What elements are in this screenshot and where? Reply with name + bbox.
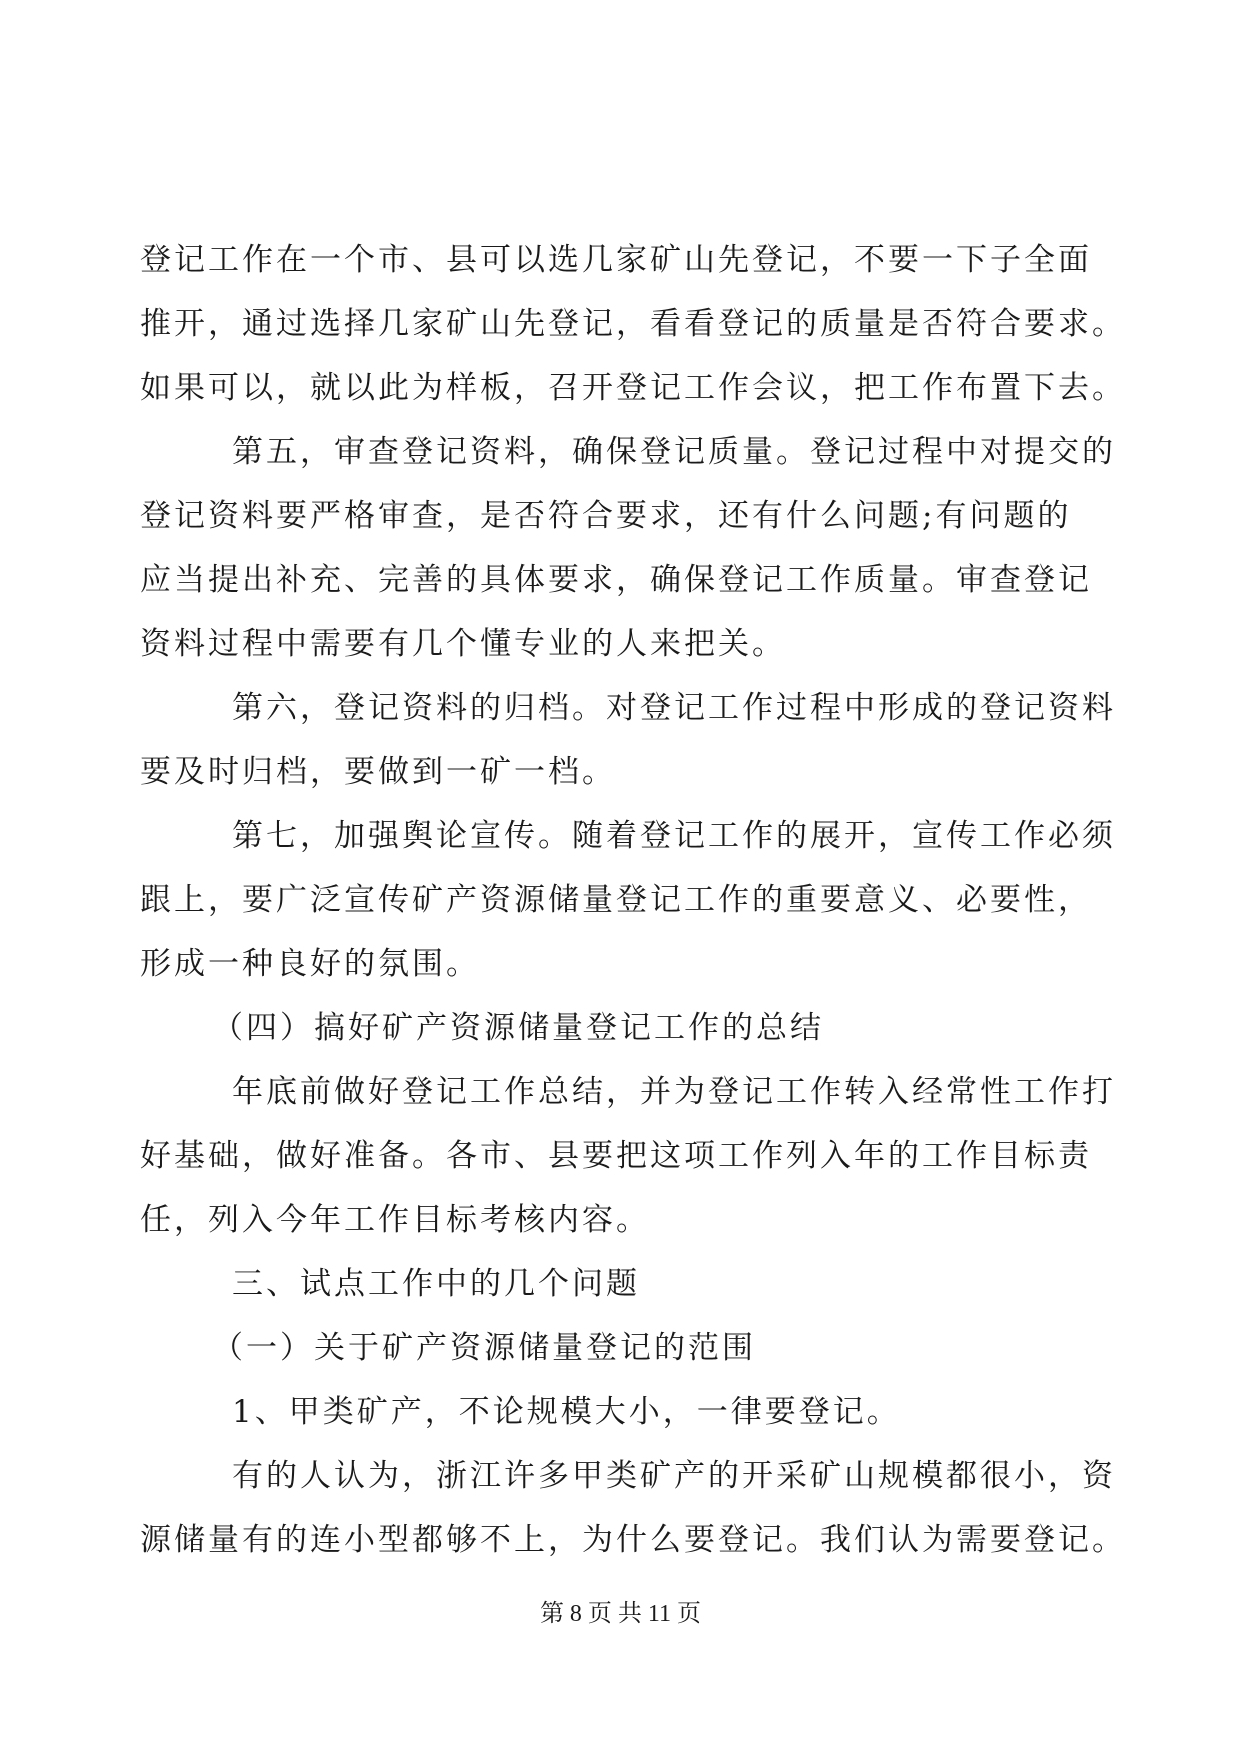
- paragraph-first-line: 年底前做好登记工作总结，并为登记工作转入经常性工作打: [232, 1074, 1116, 1110]
- text-line: 要及时归档，要做到一矿一档。: [140, 754, 616, 790]
- section-heading: 三、试点工作中的几个问题: [232, 1266, 640, 1302]
- paragraph-first-line: 有的人认为，浙江许多甲类矿产的开采矿山规模都很小，资: [232, 1458, 1116, 1494]
- paragraph-first-line: 第五，审查登记资料，确保登记质量。登记过程中对提交的: [232, 434, 1116, 470]
- paragraph-first-line: 第六，登记资料的归档。对登记工作过程中形成的登记资料: [232, 690, 1116, 726]
- text-line: 好基础，做好准备。各市、县要把这项工作列入年的工作目标责: [140, 1138, 1092, 1174]
- text-line: 登记资料要严格审查，是否符合要求，还有什么问题;有问题的: [140, 498, 1072, 534]
- paragraph-first-line: 1、甲类矿产，不论规模大小，一律要登记。: [232, 1394, 901, 1430]
- text-line: 形成一种良好的氛围。: [140, 946, 480, 982]
- body-text: [140, 228, 1126, 1572]
- text-line: 资料过程中需要有几个懂专业的人来把关。: [140, 626, 786, 662]
- page-number: 第 8 页 共 11 页: [539, 1601, 702, 1627]
- section-heading: （一）关于矿产资源储量登记的范围: [212, 1330, 756, 1366]
- section-heading: （四）搞好矿产资源储量登记工作的总结: [212, 1010, 824, 1046]
- text-line: 应当提出补充、完善的具体要求，确保登记工作质量。审查登记: [140, 562, 1092, 598]
- paragraph-first-line: 第七，加强舆论宣传。随着登记工作的展开，宣传工作必须: [232, 818, 1116, 854]
- text-line: 登记工作在一个市、县可以选几家矿山先登记，不要一下子全面: [140, 242, 1092, 278]
- page-footer: [0, 1598, 1241, 1630]
- text-line: 任，列入今年工作目标考核内容。: [140, 1202, 650, 1238]
- text-line: 源储量有的连小型都够不上，为什么要登记。我们认为需要登记。: [140, 1522, 1126, 1558]
- text-line: 推开，通过选择几家矿山先登记，看看登记的质量是否符合要求。: [140, 306, 1126, 342]
- text-line: 跟上，要广泛宣传矿产资源储量登记工作的重要意义、必要性，: [140, 882, 1092, 918]
- text-line: 如果可以，就以此为样板，召开登记工作会议，把工作布置下去。: [140, 370, 1126, 406]
